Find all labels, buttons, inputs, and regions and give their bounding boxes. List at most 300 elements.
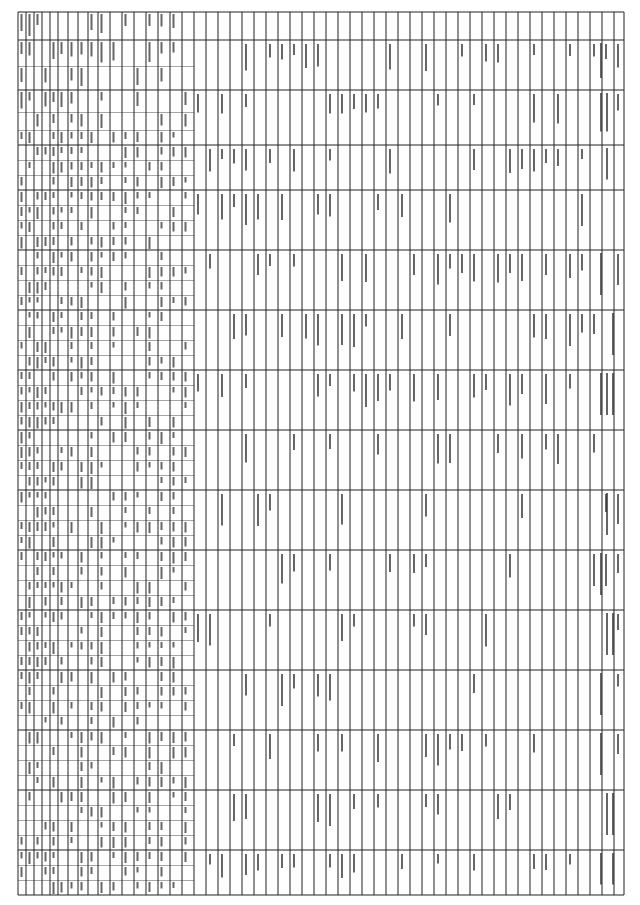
cell-figure-fragment: [113, 612, 115, 619]
cell-figure-fragment: [45, 642, 47, 648]
cell-figure-fragment: [21, 222, 23, 228]
cell-figure-fragment: [81, 627, 83, 633]
remark-text-fragment: [606, 793, 608, 835]
cell-figure-fragment: [53, 867, 55, 874]
cell-figure-fragment: [21, 867, 23, 877]
cell-figure-fragment: [53, 132, 55, 139]
cell-figure-fragment: [125, 207, 127, 213]
cell-figure-fragment: [125, 162, 127, 167]
cell-figure-fragment: [185, 612, 187, 620]
cell-figure-fragment: [29, 92, 31, 101]
cell-text-fragment: [545, 434, 547, 449]
cell-figure-fragment: [161, 462, 163, 470]
cell-figure-fragment: [81, 777, 83, 788]
cell-figure-fragment: [173, 147, 175, 156]
cell-figure-fragment: [81, 807, 83, 813]
cell-figure-fragment: [45, 342, 47, 353]
cell-text-fragment: [449, 194, 451, 223]
cell-figure-fragment: [101, 14, 103, 33]
cell-figure-fragment: [149, 312, 151, 317]
cell-figure-fragment: [81, 297, 83, 308]
cell-figure-fragment: [125, 387, 127, 397]
cell-text-fragment: [257, 494, 259, 526]
cell-text-fragment: [329, 94, 331, 114]
cell-figure-fragment: [71, 68, 73, 80]
remark-text-fragment: [606, 93, 608, 132]
cell-figure-fragment: [71, 837, 73, 843]
cell-text-fragment: [293, 434, 295, 450]
cell-figure-fragment: [173, 207, 175, 217]
cell-figure-fragment: [101, 627, 103, 637]
cell-figure-fragment: [185, 807, 187, 813]
cell-figure-fragment: [173, 552, 175, 564]
cell-text-fragment: [401, 854, 403, 869]
cell-figure-fragment: [71, 357, 73, 363]
cell-figure-fragment: [161, 147, 163, 155]
cell-text-fragment: [533, 44, 535, 55]
cell-figure-fragment: [61, 312, 63, 318]
cell-text-fragment: [461, 44, 463, 56]
cell-figure-fragment: [149, 762, 151, 770]
cell-text-fragment: [461, 734, 463, 751]
cell-figure-fragment: [61, 672, 63, 683]
cell-figure-fragment: [53, 42, 55, 59]
cell-figure-fragment: [149, 357, 151, 366]
cell-figure-fragment: [173, 462, 175, 472]
cell-figure-fragment: [149, 267, 151, 278]
cell-figure-fragment: [185, 477, 187, 483]
cell-figure-fragment: [37, 312, 39, 318]
cell-figure-fragment: [61, 657, 63, 664]
cell-figure-fragment: [53, 777, 55, 788]
cell-figure-fragment: [161, 42, 163, 53]
cell-figure-fragment: [81, 192, 83, 199]
cell-text-fragment: [449, 734, 451, 750]
cell-figure-fragment: [185, 402, 187, 408]
cell-figure-fragment: [149, 777, 151, 787]
cell-figure-fragment: [53, 92, 55, 102]
cell-figure-fragment: [101, 252, 103, 257]
cell-text-fragment: [233, 194, 235, 207]
cell-text-fragment: [281, 554, 283, 583]
cell-figure-fragment: [53, 114, 55, 123]
cell-figure-fragment: [125, 732, 127, 738]
cell-figure-fragment: [53, 192, 55, 198]
cell-figure-fragment: [113, 327, 115, 336]
cell-figure-fragment: [173, 492, 175, 499]
cell-figure-fragment: [45, 357, 47, 363]
cell-figure-fragment: [185, 387, 187, 398]
cell-figure-fragment: [113, 747, 115, 755]
cell-text-fragment: [581, 149, 583, 159]
cell-figure-fragment: [37, 192, 39, 200]
cell-text-fragment: [521, 254, 523, 281]
cell-figure-fragment: [125, 282, 127, 291]
cell-figure-fragment: [81, 462, 83, 472]
remark-text-fragment: [612, 373, 614, 415]
cell-figure-fragment: [53, 582, 55, 587]
cell-text-fragment: [593, 44, 595, 57]
cell-figure-fragment: [61, 207, 63, 212]
cell-text-fragment: [305, 314, 307, 339]
cell-figure-fragment: [161, 282, 163, 290]
cell-figure-fragment: [53, 312, 55, 322]
cell-figure-fragment: [161, 852, 163, 861]
cell-figure-fragment: [37, 852, 39, 858]
cell-figure-fragment: [137, 132, 139, 142]
cell-figure-fragment: [161, 732, 163, 741]
cell-figure-fragment: [185, 582, 187, 591]
cell-figure-fragment: [161, 522, 163, 530]
remark-text-fragment: [606, 148, 608, 180]
cell-figure-fragment: [149, 462, 151, 468]
cell-figure-fragment: [137, 702, 139, 709]
cell-text-fragment: [497, 434, 499, 453]
cell-text-fragment: [269, 494, 271, 510]
cell-text-fragment: [329, 434, 331, 449]
cell-figure-fragment: [101, 162, 103, 173]
cell-figure-fragment: [185, 747, 187, 757]
cell-figure-fragment: [149, 237, 151, 249]
cell-text-fragment: [401, 314, 403, 339]
cell-figure-fragment: [161, 312, 163, 321]
cell-figure-fragment: [149, 702, 151, 707]
cell-text-fragment: [269, 254, 271, 266]
cell-text-fragment: [197, 94, 199, 113]
cell-figure-fragment: [137, 447, 139, 454]
cell-figure-fragment: [185, 447, 187, 457]
cell-figure-fragment: [149, 447, 151, 456]
cell-figure-fragment: [185, 837, 187, 845]
cell-figure-fragment: [137, 92, 139, 106]
cell-figure-fragment: [185, 822, 187, 833]
cell-text-fragment: [197, 614, 199, 642]
cell-text-fragment: [245, 674, 247, 696]
cell-figure-fragment: [81, 162, 83, 170]
cell-text-fragment: [293, 149, 295, 171]
cell-figure-fragment: [81, 567, 83, 575]
cell-figure-fragment: [125, 402, 127, 414]
cell-text-fragment: [245, 314, 247, 336]
cell-figure-fragment: [37, 447, 39, 453]
cell-figure-fragment: [137, 387, 139, 397]
cell-figure-fragment: [125, 747, 127, 757]
cell-text-fragment: [425, 44, 427, 71]
cell-figure-fragment: [71, 822, 73, 832]
cell-figure-fragment: [161, 432, 163, 444]
cell-text-fragment: [281, 194, 283, 220]
cell-figure-fragment: [101, 642, 103, 654]
cell-figure-fragment: [173, 417, 175, 428]
cell-figure-fragment: [61, 147, 63, 153]
cell-figure-fragment: [29, 627, 31, 634]
cell-text-fragment: [473, 374, 475, 397]
cell-text-fragment: [569, 44, 571, 56]
cell-figure-fragment: [173, 747, 175, 759]
cell-figure-fragment: [149, 522, 151, 533]
cell-figure-fragment: [53, 462, 55, 472]
cell-figure-fragment: [81, 882, 83, 890]
cell-figure-fragment: [113, 162, 115, 168]
cell-figure-fragment: [185, 114, 187, 126]
cell-figure-fragment: [29, 207, 31, 212]
cell-text-fragment: [317, 734, 319, 752]
cell-figure-fragment: [29, 492, 31, 497]
cell-text-fragment: [617, 94, 619, 110]
cell-text-fragment: [221, 374, 223, 397]
cell-figure-fragment: [37, 342, 39, 352]
cell-text-fragment: [485, 734, 487, 746]
cell-text-fragment: [569, 374, 571, 388]
cell-figure-fragment: [185, 372, 187, 382]
cell-figure-fragment: [91, 597, 93, 606]
cell-text-fragment: [317, 314, 319, 345]
cell-figure-fragment: [113, 192, 115, 201]
cell-text-fragment: [617, 734, 619, 754]
cell-figure-fragment: [91, 372, 93, 381]
cell-text-fragment: [581, 254, 583, 271]
cell-figure-fragment: [37, 732, 39, 744]
cell-figure-fragment: [81, 387, 83, 395]
cell-figure-fragment: [137, 642, 139, 649]
cell-figure-fragment: [21, 177, 23, 186]
cell-text-fragment: [377, 94, 379, 109]
cell-figure-fragment: [173, 792, 175, 798]
cell-text-fragment: [473, 94, 475, 105]
cell-figure-fragment: [61, 222, 63, 229]
cell-figure-fragment: [53, 687, 55, 694]
cell-text-fragment: [413, 254, 415, 275]
cell-figure-fragment: [113, 402, 115, 407]
cell-figure-fragment: [125, 492, 127, 501]
cell-figure-fragment: [125, 852, 127, 863]
cell-figure-fragment: [53, 852, 55, 858]
cell-figure-fragment: [29, 297, 31, 303]
cell-figure-fragment: [53, 417, 55, 424]
cell-figure-fragment: [21, 267, 23, 275]
remark-text-fragment: [600, 93, 602, 132]
cell-figure-fragment: [91, 132, 93, 143]
cell-figure-fragment: [61, 717, 63, 725]
cell-figure-fragment: [45, 612, 47, 617]
cell-figure-fragment: [81, 372, 83, 379]
cell-figure-fragment: [101, 237, 103, 247]
cell-figure-fragment: [125, 177, 127, 183]
cell-figure-fragment: [91, 42, 93, 57]
cell-figure-fragment: [61, 882, 63, 893]
cell-figure-fragment: [71, 192, 73, 198]
cell-figure-fragment: [37, 642, 39, 650]
cell-figure-fragment: [81, 327, 83, 336]
cell-figure-fragment: [185, 222, 187, 232]
cell-figure-fragment: [125, 147, 127, 158]
cell-figure-fragment: [125, 792, 127, 802]
cell-figure-fragment: [149, 822, 151, 830]
cell-figure-fragment: [91, 282, 93, 288]
cell-figure-fragment: [137, 462, 139, 471]
cell-figure-fragment: [91, 867, 93, 874]
cell-figure-fragment: [21, 852, 23, 859]
cell-figure-fragment: [125, 192, 127, 204]
cell-figure-fragment: [161, 372, 163, 380]
cell-figure-fragment: [29, 282, 31, 293]
cell-text-fragment: [545, 374, 547, 404]
cell-figure-fragment: [71, 582, 73, 588]
cell-figure-fragment: [101, 42, 103, 62]
cell-figure-fragment: [37, 492, 39, 497]
remark-text-fragment: [606, 613, 608, 655]
cell-figure-fragment: [125, 252, 127, 259]
cell-text-fragment: [245, 94, 247, 107]
cell-figure-fragment: [161, 867, 163, 877]
cell-figure-fragment: [37, 462, 39, 469]
cell-text-fragment: [341, 494, 343, 525]
cell-text-fragment: [353, 794, 355, 809]
cell-figure-fragment: [173, 297, 175, 303]
cell-figure-fragment: [101, 267, 103, 278]
cell-figure-fragment: [45, 492, 47, 498]
cell-text-fragment: [353, 314, 355, 347]
cell-figure-fragment: [113, 372, 115, 384]
cell-figure-fragment: [81, 68, 83, 86]
cell-text-fragment: [257, 254, 259, 275]
cell-text-fragment: [521, 434, 523, 459]
cell-text-fragment: [365, 314, 367, 326]
cell-figure-fragment: [149, 417, 151, 427]
cell-figure-fragment: [185, 522, 187, 533]
cell-figure-fragment: [21, 417, 23, 425]
cell-figure-fragment: [91, 342, 93, 349]
cell-figure-fragment: [53, 477, 55, 485]
cell-figure-fragment: [81, 312, 83, 320]
cell-figure-fragment: [29, 312, 31, 317]
cell-figure-fragment: [101, 192, 103, 200]
cell-figure-fragment: [113, 537, 115, 542]
cell-figure-fragment: [113, 342, 115, 348]
cell-figure-fragment: [101, 552, 103, 559]
cell-figure-fragment: [45, 68, 47, 83]
cell-figure-fragment: [21, 657, 23, 665]
cell-text-fragment: [353, 374, 355, 391]
cell-figure-fragment: [101, 687, 103, 698]
cell-text-fragment: [437, 434, 439, 463]
cell-figure-fragment: [173, 732, 175, 743]
cell-text-fragment: [365, 94, 367, 112]
cell-figure-fragment: [21, 462, 23, 469]
cell-figure-fragment: [45, 552, 47, 561]
cell-figure-fragment: [21, 432, 23, 444]
cell-figure-fragment: [113, 312, 115, 320]
cell-figure-fragment: [37, 657, 39, 667]
cell-figure-fragment: [149, 582, 151, 594]
cell-text-fragment: [509, 374, 511, 405]
cell-text-fragment: [197, 374, 199, 392]
cell-figure-fragment: [161, 357, 163, 363]
cell-figure-fragment: [149, 14, 151, 26]
cell-figure-fragment: [161, 267, 163, 276]
remark-text-fragment: [606, 373, 608, 415]
cell-text-fragment: [377, 194, 379, 210]
cell-figure-fragment: [101, 582, 103, 590]
cell-figure-fragment: [29, 162, 31, 168]
cell-figure-fragment: [81, 357, 83, 368]
cell-figure-fragment: [113, 42, 115, 61]
cell-figure-fragment: [53, 747, 55, 755]
cell-figure-fragment: [125, 297, 127, 309]
cell-figure-fragment: [81, 792, 83, 802]
cell-text-fragment: [245, 794, 247, 819]
cell-figure-fragment: [37, 552, 39, 560]
cell-figure-fragment: [91, 357, 93, 365]
cell-figure-fragment: [149, 792, 151, 803]
cell-text-fragment: [389, 44, 391, 69]
cell-figure-fragment: [29, 222, 31, 232]
cell-figure-fragment: [37, 762, 39, 768]
cell-text-fragment: [257, 194, 259, 220]
cell-figure-fragment: [29, 702, 31, 713]
cell-figure-fragment: [185, 147, 187, 157]
cell-text-fragment: [617, 674, 619, 686]
cell-figure-fragment: [71, 402, 73, 413]
cell-figure-fragment: [149, 282, 151, 288]
cell-text-fragment: [209, 854, 211, 865]
cell-figure-fragment: [137, 68, 139, 85]
cell-figure-fragment: [101, 567, 103, 576]
cell-figure-fragment: [91, 807, 93, 816]
cell-figure-fragment: [161, 162, 163, 170]
cell-figure-fragment: [91, 462, 93, 474]
cell-figure-fragment: [149, 327, 151, 338]
cell-figure-fragment: [113, 132, 115, 142]
cell-text-fragment: [545, 854, 547, 870]
cell-text-fragment: [221, 149, 223, 159]
cell-figure-fragment: [149, 612, 151, 620]
cell-figure-fragment: [161, 492, 163, 501]
cell-figure-fragment: [161, 762, 163, 774]
cell-text-fragment: [593, 554, 595, 586]
cell-figure-fragment: [71, 372, 73, 382]
cell-figure-fragment: [21, 42, 23, 54]
cell-figure-fragment: [21, 92, 23, 108]
cell-text-fragment: [449, 314, 451, 336]
cell-figure-fragment: [37, 402, 39, 410]
cell-figure-fragment: [21, 627, 23, 635]
cell-figure-fragment: [91, 14, 93, 30]
cell-figure-fragment: [137, 882, 139, 888]
cell-figure-fragment: [185, 687, 187, 695]
cell-figure-fragment: [71, 207, 73, 213]
cell-text-fragment: [389, 554, 391, 572]
cell-figure-fragment: [45, 852, 47, 862]
cell-figure-fragment: [91, 447, 93, 457]
cell-figure-fragment: [21, 14, 23, 31]
cell-figure-fragment: [29, 852, 31, 864]
cell-figure-fragment: [29, 132, 31, 143]
cell-figure-fragment: [37, 672, 39, 679]
cell-figure-fragment: [53, 702, 55, 713]
cell-text-fragment: [581, 194, 583, 226]
cell-figure-fragment: [71, 672, 73, 682]
cell-text-fragment: [293, 674, 295, 688]
cell-figure-fragment: [81, 477, 83, 489]
cell-figure-fragment: [81, 267, 83, 273]
cell-figure-fragment: [29, 597, 31, 608]
remark-text-fragment: [600, 553, 602, 595]
cell-figure-fragment: [71, 882, 73, 889]
cell-text-fragment: [293, 854, 295, 868]
cell-figure-fragment: [149, 597, 151, 607]
cell-text-fragment: [281, 314, 283, 337]
